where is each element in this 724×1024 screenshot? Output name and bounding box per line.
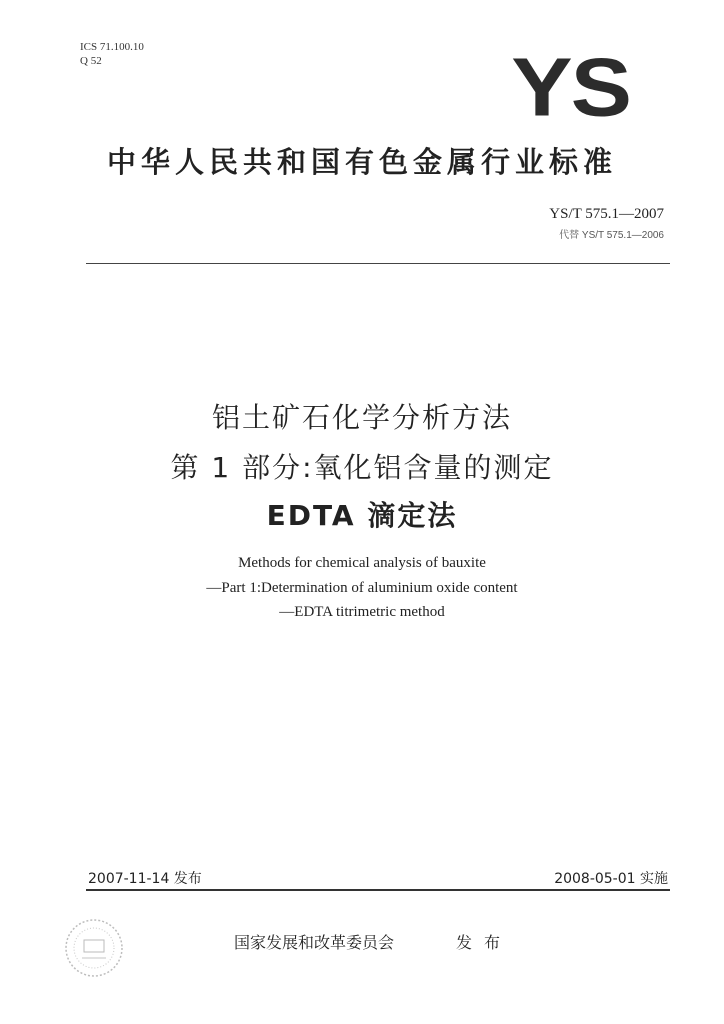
doc-title-line3: EDTA 滴定法 [266, 499, 458, 532]
footer-divider [86, 889, 670, 891]
classification-codes [80, 40, 144, 68]
doc-title-line1: 铝土矿石化学分析方法 [211, 401, 512, 434]
en-title-line2: —Part 1:Determination of aluminium oxide content [206, 580, 518, 596]
replaces-standard: 代替 YS/T 575.1—2006 [559, 230, 664, 241]
ys-logo: YS [511, 41, 630, 134]
issue-date: 2007-11-14 发布 [88, 871, 202, 887]
issue-word: 发布 [456, 933, 513, 952]
issuer-name: 国家发展和改革委员会 [234, 933, 395, 952]
effective-date: 2008-05-01 实施 [554, 871, 668, 887]
en-title-line1: Methods for chemical analysis of bauxite [238, 555, 486, 571]
ccs-code: Q 52 [80, 55, 102, 67]
seal-stamp-icon [62, 916, 126, 980]
en-title-line3: —EDTA titrimetric method [279, 604, 445, 620]
header-divider [86, 263, 670, 264]
doc-title-line2: 第 1 部分:氧化铝含量的测定 [170, 451, 554, 484]
ics-code: ICS 71.100.10 [80, 41, 144, 53]
standard-title: 中华人民共和国有色金属行业标准 [106, 145, 617, 179]
standard-number: YS/T 575.1—2007 [549, 206, 664, 222]
